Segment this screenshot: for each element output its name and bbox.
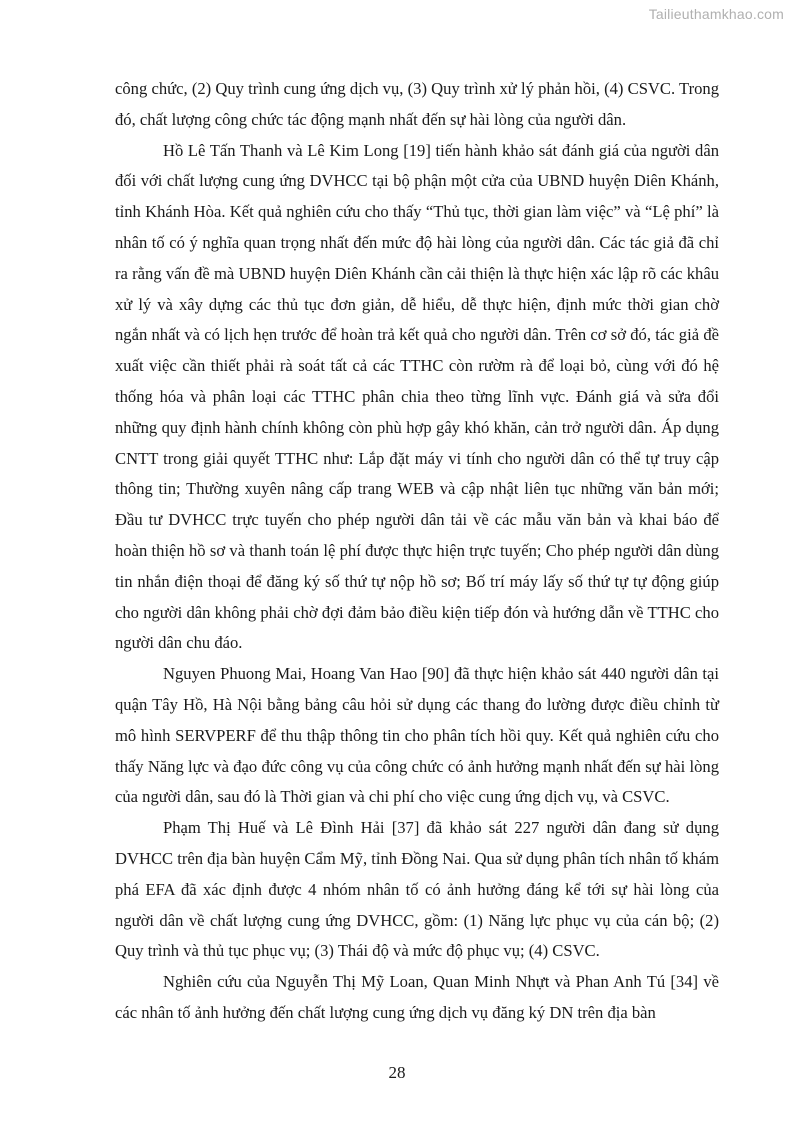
document-body: [115, 74, 719, 1029]
paragraph-nguyen-thi-my-loan: Nghiên cứu của Nguyễn Thị Mỹ Loan, Quan Minh Nhựt và Phan Anh Tú [34] về các nhân tố ảnh hưởng đến chất lượng cung ứng dịch vụ đăng ký DN trên địa bàn: [115, 972, 719, 1022]
paragraph-nguyen-phuong-mai: Nguyen Phuong Mai, Hoang Van Hao [90] đã thực hiện khảo sát 440 người dân tại quận Tây Hồ, Hà Nội bằng bảng câu hỏi sử dụng các thang đo lường được điều chỉnh từ mô hình SERVPERF để thu thập thông tin cho phân tích hồi quy. Kết quả nghiên cứu cho thấy Năng lực và đạo đức công vụ của công chức có ảnh hưởng mạnh nhất đến sự hài lòng của người dân, sau đó là Thời gian và chi phí cho việc cung ứng dịch vụ, và CSVC.: [115, 664, 719, 807]
page-number: 28: [388, 1063, 406, 1082]
paragraph-ho-le-tan-thanh: Hồ Lê Tấn Thanh và Lê Kim Long [19] tiến hành khảo sát đánh giá của người dân đối với chất lượng cung ứng DVHCC tại bộ phận một cửa của UBND huyện Diên Khánh, tỉnh Khánh Hòa. Kết quả nghiên cứu cho thấy “Thủ tục, thời gian làm việc” và “Lệ phí” là nhân tố có ý nghĩa quan trọng nhất đến mức độ hài lòng của người dân. Các tác giả đã chỉ ra rằng vấn đề mà UBND huyện Diên Khánh cần cải thiện là thực hiện xác lập rõ các khâu xử lý và xây dựng các thủ tục đơn giản, dễ hiểu, dễ thực hiện, định mức thời gian chờ ngắn nhất và có lịch hẹn trước để hoàn trả kết quả cho người dân. Trên cơ sở đó, tác giả đề xuất việc cần thiết phải rà soát tất cả các TTHC còn rườm rà để loại bỏ, cùng với đó hệ thống hóa và phân loại các TTHC phân chia theo từng lĩnh vực. Đánh giá và sửa đổi những quy định hành chính không còn phù hợp gây khó khăn, cản trở người dân. Áp dụng CNTT trong giải quyết TTHC như: Lắp đặt máy vi tính cho người dân có thể tự truy cập thông tin; Thường xuyên nâng cấp trang WEB và cập nhật liên tục những văn bản mới; Đầu tư DVHCC trực tuyến cho phép người dân tải về các mẫu văn bản và khai báo để hoàn thiện hồ sơ và thanh toán lệ phí được thực hiện trực tuyến; Cho phép người dân dùng tin nhắn điện thoại để đăng ký số thứ tự nộp hồ sơ; Bố trí máy lấy số thứ tự tự động giúp cho người dân không phải chờ đợi đảm bảo điều kiện tiếp đón và hướng dẫn về TTHC cho người dân chu đáo.: [115, 140, 719, 653]
paragraph-pham-thi-hue: Phạm Thị Huế và Lê Đình Hải [37] đã khảo sát 227 người dân đang sử dụng DVHCC trên địa bàn huyện Cẩm Mỹ, tỉnh Đồng Nai. Qua sử dụng phân tích nhân tố khám phá EFA đã xác định được 4 nhóm nhân tố có ảnh hưởng đáng kể tới sự hài lòng của người dân về chất lượng cung ứng DVHCC, gồm: (1) Năng lực phục vụ của cán bộ; (2) Quy trình và thủ tục phục vụ; (3) Thái độ và mức độ phục vụ; (4) CSVC.: [115, 818, 719, 961]
paragraph-continuation: công chức, (2) Quy trình cung ứng dịch vụ, (3) Quy trình xử lý phản hồi, (4) CSVC. Trong đó, chất lượng công chức tác động mạnh nhất đến sự hài lòng của người dân.: [115, 79, 719, 129]
watermark-text: Tailieuthamkhao.com: [648, 6, 784, 22]
